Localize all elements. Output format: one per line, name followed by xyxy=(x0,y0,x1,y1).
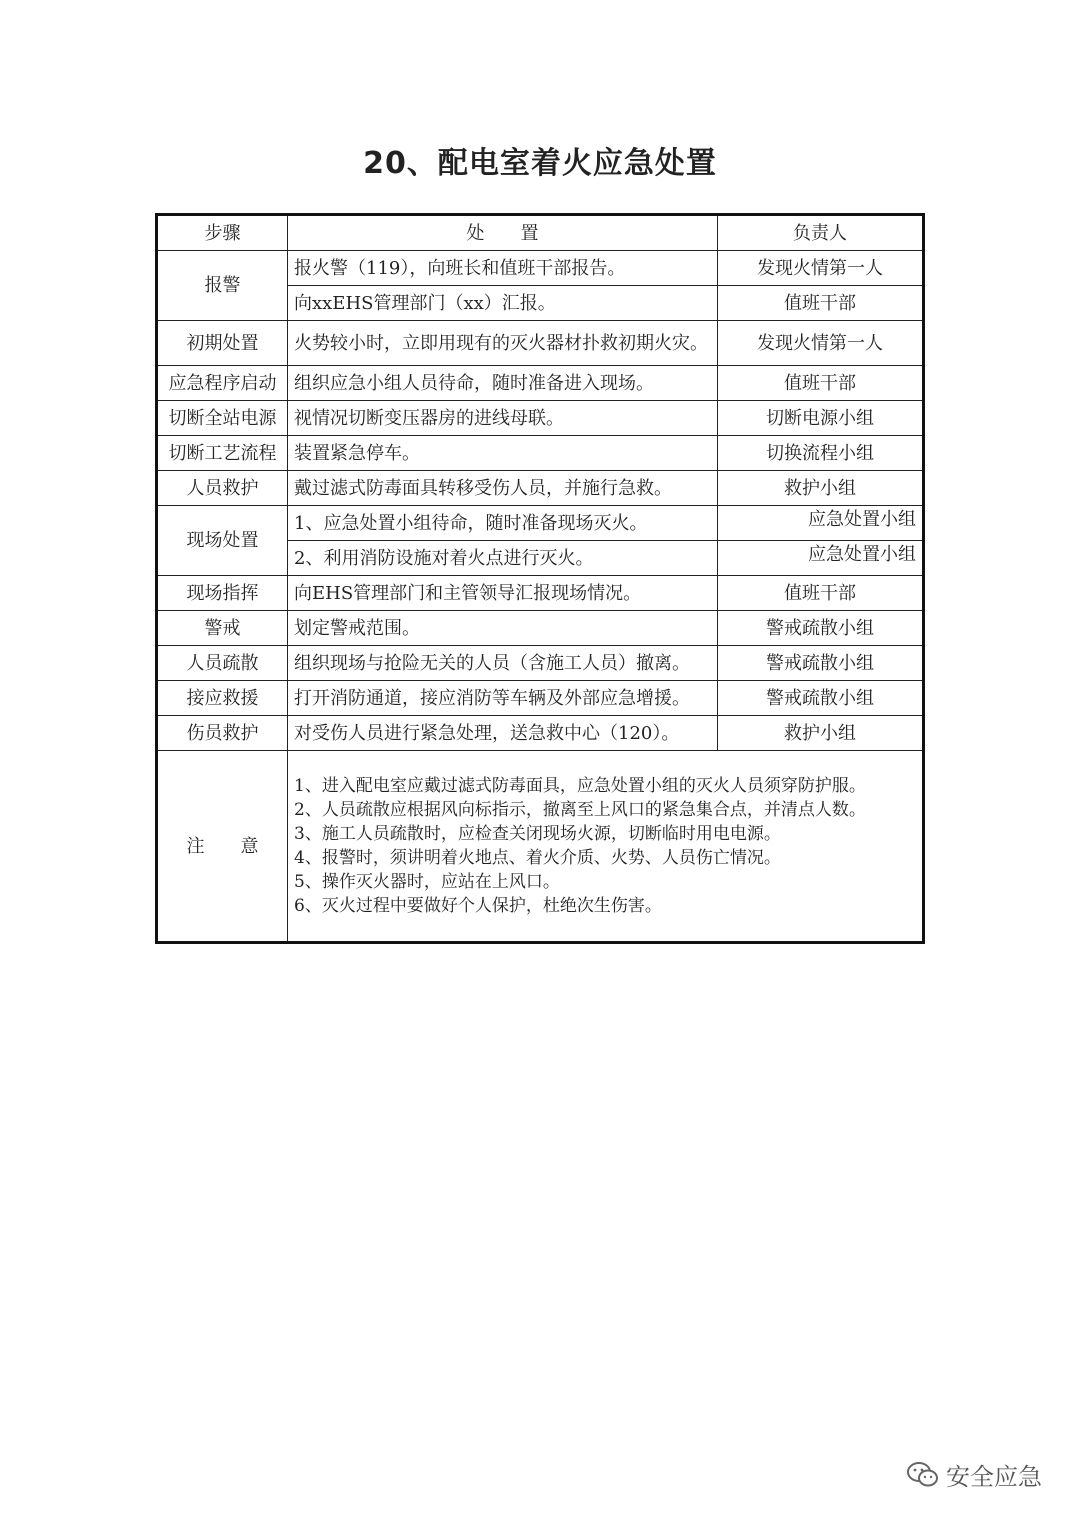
step-cell: 人员疏散 xyxy=(157,646,288,681)
step-cell: 报警 xyxy=(157,251,288,321)
account-name: 安全应急 xyxy=(946,1463,1042,1491)
owner-cell: 警戒疏散小组 xyxy=(718,611,924,646)
step-cell: 应急程序启动 xyxy=(157,366,288,401)
action-cell: 组织现场与抢险无关的人员（含施工人员）撤离。 xyxy=(288,646,718,681)
table-row xyxy=(157,576,924,611)
note-line: 4、报警时，须讲明着火地点、着火介质、火势、人员伤亡情况。 xyxy=(294,848,781,868)
table-row xyxy=(157,611,924,646)
watermark xyxy=(906,1457,1042,1492)
owner-text: 应急处置小组 xyxy=(808,544,916,565)
table-row xyxy=(157,366,924,401)
notes-cell xyxy=(288,751,924,943)
note-line: 3、施工人员疏散时，应检查关闭现场火源，切断临时用电电源。 xyxy=(294,824,781,844)
step-cell: 伤员救护 xyxy=(157,716,288,751)
owner-cell: 救护小组 xyxy=(718,471,924,506)
owner-cell: 切换流程小组 xyxy=(718,436,924,471)
table-row xyxy=(157,401,924,436)
table-row xyxy=(157,251,924,286)
owner-cell: 发现火情第一人 xyxy=(718,321,924,366)
owner-cell: 救护小组 xyxy=(718,716,924,751)
owner-cell-clipped xyxy=(718,541,924,576)
action-cell: 火势较小时，立即用现有的灭火器材扑救初期火灾。 xyxy=(288,321,718,366)
step-cell: 现场指挥 xyxy=(157,576,288,611)
table-row xyxy=(157,436,924,471)
action-cell: 装置紧急停车。 xyxy=(288,436,718,471)
table-row xyxy=(157,471,924,506)
owner-cell-clipped xyxy=(718,506,924,541)
table-row xyxy=(157,321,924,366)
action-cell: 向xxEHS管理部门（xx）汇报。 xyxy=(288,286,718,321)
notes-row xyxy=(157,751,924,943)
wechat-icon xyxy=(906,1460,940,1490)
action-cell: 1、应急处置小组待命，随时准备现场灭火。 xyxy=(288,506,718,541)
owner-cell: 值班干部 xyxy=(718,366,924,401)
step-cell: 接应救援 xyxy=(157,681,288,716)
step-cell: 初期处置 xyxy=(157,321,288,366)
table-row xyxy=(157,506,924,541)
action-cell: 视情况切断变压器房的进线母联。 xyxy=(288,401,718,436)
owner-cell: 发现火情第一人 xyxy=(718,251,924,286)
step-cell: 切断工艺流程 xyxy=(157,436,288,471)
table-row xyxy=(157,646,924,681)
action-cell: 组织应急小组人员待命，随时准备进入现场。 xyxy=(288,366,718,401)
owner-cell: 值班干部 xyxy=(718,576,924,611)
owner-cell: 警戒疏散小组 xyxy=(718,646,924,681)
header-owner: 负责人 xyxy=(718,215,924,251)
action-cell: 戴过滤式防毒面具转移受伤人员，并施行急救。 xyxy=(288,471,718,506)
action-cell: 报火警（119），向班长和值班干部报告。 xyxy=(288,251,718,286)
page-title: 20、配电室着火应急处置 xyxy=(363,146,717,181)
action-cell: 2、利用消防设施对着火点进行灭火。 xyxy=(288,541,718,576)
step-cell: 切断全站电源 xyxy=(157,401,288,436)
action-cell: 打开消防通道，接应消防等车辆及外部应急增援。 xyxy=(288,681,718,716)
owner-cell: 值班干部 xyxy=(718,286,924,321)
note-line: 5、操作灭火器时，应站在上风口。 xyxy=(294,872,560,892)
action-cell: 向EHS管理部门和主管领导汇报现场情况。 xyxy=(288,576,718,611)
header-action: 处 置 xyxy=(288,215,718,251)
owner-cell: 警戒疏散小组 xyxy=(718,681,924,716)
note-line: 1、进入配电室应戴过滤式防毒面具，应急处置小组的灭火人员须穿防护服。 xyxy=(294,776,866,796)
emergency-procedure-table xyxy=(155,213,925,944)
table-row xyxy=(157,716,924,751)
step-cell: 人员救护 xyxy=(157,471,288,506)
table-row xyxy=(157,681,924,716)
table-header-row xyxy=(157,215,924,251)
owner-cell: 切断电源小组 xyxy=(718,401,924,436)
owner-text: 应急处置小组 xyxy=(808,509,916,530)
action-cell: 划定警戒范围。 xyxy=(288,611,718,646)
action-cell: 对受伤人员进行紧急处理，送急救中心（120）。 xyxy=(288,716,718,751)
header-step: 步骤 xyxy=(157,215,288,251)
note-line: 6、灭火过程中要做好个人保护，杜绝次生伤害。 xyxy=(294,896,662,916)
note-line: 2、人员疏散应根据风向标指示，撤离至上风口的紧急集合点，并清点人数。 xyxy=(294,800,866,820)
notes-label: 注 意 xyxy=(157,751,288,943)
step-cell: 警戒 xyxy=(157,611,288,646)
step-cell: 现场处置 xyxy=(157,506,288,576)
